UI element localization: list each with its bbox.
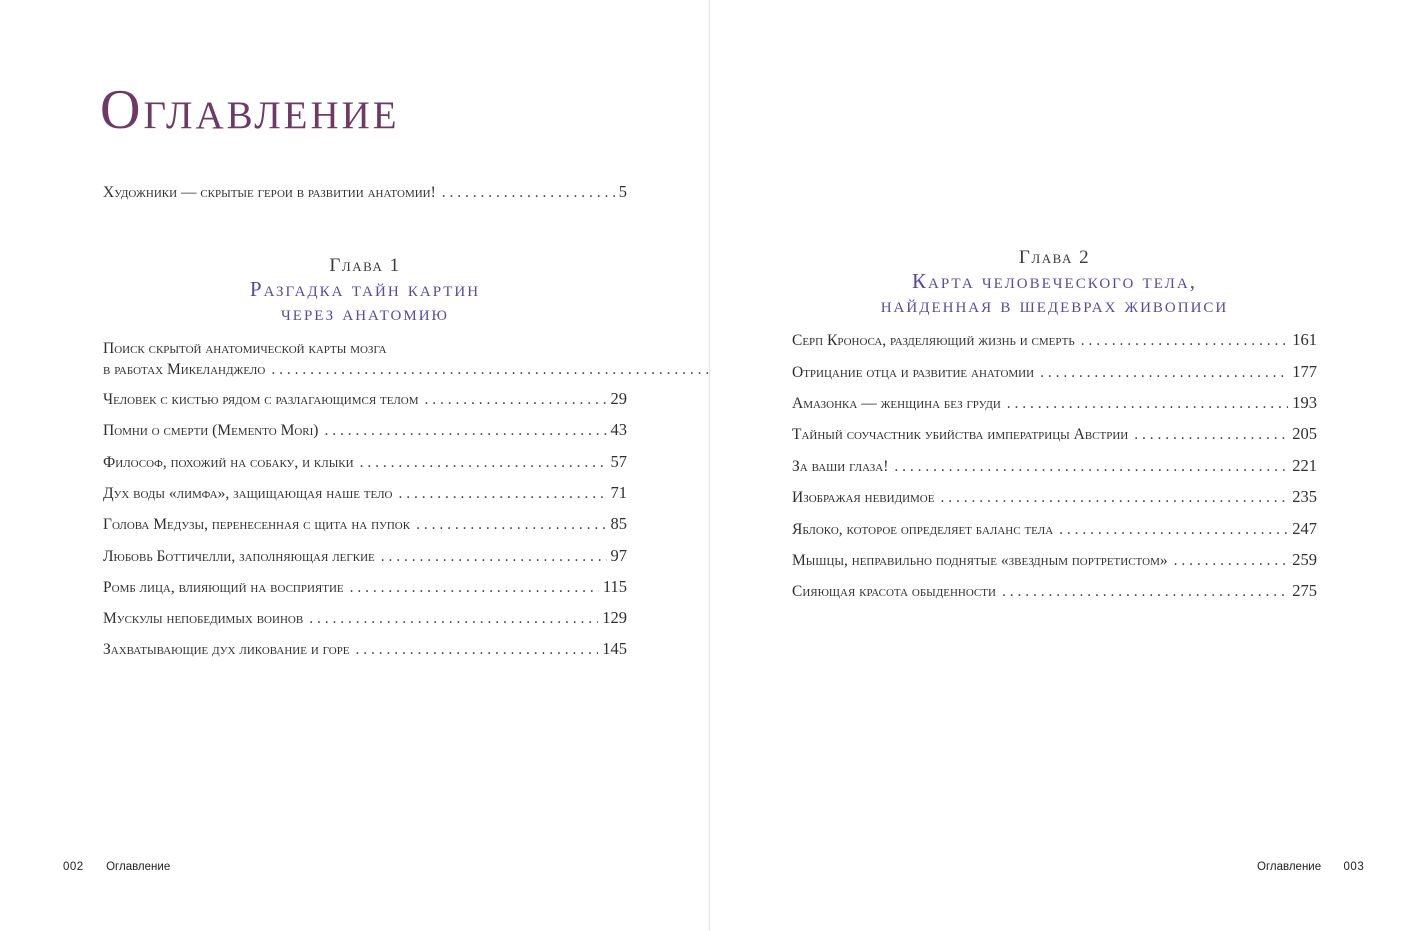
leader-dots — [1002, 582, 1288, 602]
toc-entry-label: Дух воды «лимфа», защищающая наше тело — [103, 485, 393, 502]
leader-dots — [416, 515, 606, 535]
chapter-1-heading — [103, 255, 627, 325]
leader-dots — [940, 488, 1288, 508]
toc-entry[interactable] — [103, 420, 627, 441]
chapter-title-line2: через анатомию — [281, 301, 449, 325]
leader-dots — [894, 457, 1288, 477]
toc-entry-label: Отрицание отца и развитие анатомии — [792, 364, 1035, 381]
leader-dots — [1040, 363, 1288, 383]
chapter-2-heading — [792, 247, 1317, 317]
leader-dots — [1134, 425, 1288, 445]
toc-entry-label: Тайный соучастник убийства императрицы Австрии — [792, 426, 1129, 443]
page-number: 002 — [63, 861, 84, 873]
toc-entry-label: Изображая невидимое — [792, 489, 935, 506]
toc-entry[interactable] — [792, 362, 1317, 383]
chapter-title-line1: Разгадка тайн картин — [249, 277, 481, 301]
toc-entry-page: 85 — [610, 514, 627, 533]
toc-entry-page: 177 — [1292, 362, 1317, 381]
toc-entry[interactable] — [103, 546, 627, 567]
running-head: Оглавление — [106, 861, 171, 873]
toc-entry-label: Амазонка — женщина без груди — [792, 395, 1001, 412]
leader-dots — [442, 183, 615, 203]
toc-entry[interactable] — [792, 393, 1317, 414]
toc-entry-label: Человек с кистью рядом с разлагающимся телом — [103, 391, 419, 408]
toc-entry-page: 247 — [1292, 519, 1317, 538]
toc-entry[interactable] — [792, 550, 1317, 571]
toc-entry-label: Сияющая красота обыденности — [792, 583, 996, 600]
toc-entry-page: 97 — [610, 546, 627, 565]
toc-entry[interactable] — [103, 389, 627, 410]
toc-entry-page: 259 — [1292, 550, 1317, 569]
toc-entry[interactable] — [792, 487, 1317, 508]
toc-entry-label: Любовь Боттичелли, заполняющая легкие — [103, 548, 375, 565]
toc-entry-label-line1: Поиск скрытой анатомической карты мозга — [103, 340, 387, 357]
left-footer — [63, 861, 170, 873]
toc-entry-label: Философ, похожий на собаку, и клыки — [103, 454, 354, 471]
toc-entry[interactable] — [103, 608, 627, 629]
leader-dots — [356, 640, 599, 660]
toc-entry-page: 193 — [1292, 393, 1317, 412]
leader-dots — [381, 547, 607, 567]
chapter-title-line1: Карта человеческого тела, — [912, 269, 1197, 293]
toc-entry-page: 71 — [610, 483, 627, 502]
toc-entry-label: Помни о смерти (Memento Mori) — [103, 422, 319, 439]
toc-entry-page: 235 — [1292, 487, 1317, 506]
leader-dots — [1007, 394, 1288, 414]
chapter-title-line2: найденная в шедеврах живописи — [880, 293, 1229, 317]
leader-dots — [350, 578, 599, 598]
chapter-label: Глава 2 — [1018, 247, 1091, 268]
toc-entry[interactable] — [103, 639, 627, 660]
toc-entry[interactable] — [103, 514, 627, 535]
leader-dots — [1059, 520, 1288, 540]
toc-entry-page: 129 — [602, 608, 627, 627]
leader-dots — [360, 453, 607, 473]
running-head: Оглавление — [1257, 861, 1322, 873]
chapter-label: Глава 1 — [329, 255, 401, 276]
toc-entry[interactable] — [792, 424, 1317, 445]
toc-entry[interactable] — [792, 456, 1317, 477]
toc-entry[interactable] — [103, 339, 627, 380]
toc-entry-label: Художники — скрытые герои в развитии анатомии! — [103, 184, 436, 201]
toc-entry[interactable] — [792, 330, 1317, 351]
toc-entry-page: 29 — [610, 389, 627, 408]
page-number: 003 — [1343, 861, 1365, 873]
toc-entry-label: Яблоко, которое определяет баланс тела — [792, 521, 1054, 538]
toc-entry-page: 221 — [1292, 456, 1317, 475]
toc-entry-label: За ваши глаза! — [792, 458, 889, 475]
toc-entry-label: Серп Кроноса, разделяющий жизнь и смерть — [792, 332, 1075, 349]
toc-entry[interactable] — [792, 519, 1317, 540]
toc-entry-label: Ромб лица, влияющий на восприятие — [103, 579, 344, 596]
leader-dots — [1174, 551, 1289, 571]
toc-entry-page: 205 — [1292, 424, 1317, 443]
toc-entry[interactable] — [103, 452, 627, 473]
toc-entry-label: Захватывающие дух ликование и горе — [103, 641, 350, 658]
toc-entry-page: 43 — [610, 420, 627, 439]
toc-entry-label: Мышцы, неправильно поднятые «звездным портретистом» — [792, 552, 1168, 569]
right-footer — [1257, 861, 1364, 873]
leader-dots — [425, 390, 607, 410]
toc-entry-page: 57 — [610, 452, 627, 471]
toc-entry-label: Голова Медузы, перенесенная с щита на пупок — [103, 516, 411, 533]
toc-entry[interactable] — [792, 581, 1317, 602]
toc-entry-page: 275 — [1292, 581, 1317, 600]
toc-entry[interactable] — [103, 483, 627, 504]
toc-entry-page: 145 — [602, 639, 627, 658]
toc-entry-label: Мускулы непобедимых воинов — [103, 610, 304, 627]
toc-entry[interactable] — [103, 577, 627, 598]
toc-entry-page: 5 — [618, 182, 627, 201]
leader-dots — [324, 421, 606, 441]
leader-dots — [309, 609, 598, 629]
toc-entry-page: 161 — [1292, 330, 1317, 349]
leader-dots — [1081, 331, 1289, 351]
toc-title: Оглавление — [100, 79, 400, 141]
toc-entry-intro[interactable] — [103, 182, 627, 203]
toc-entry-page: 115 — [602, 577, 627, 596]
leader-dots — [399, 484, 607, 504]
toc-entry-label-line2: в работах Микеланджело — [103, 361, 266, 378]
